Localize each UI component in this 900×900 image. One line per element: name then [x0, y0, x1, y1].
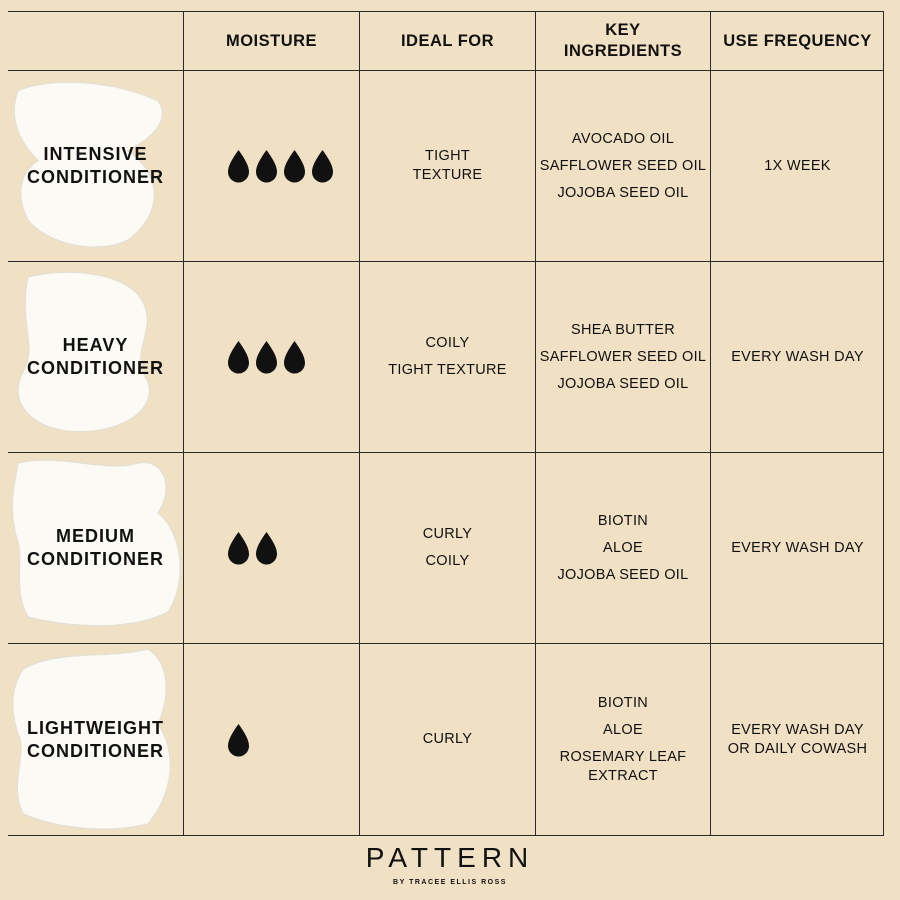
header-use-frequency: [710, 12, 884, 71]
ingredient-item: SAFFLOWER SEED OIL: [539, 348, 707, 365]
header-use-frequency-label: USE FREQUENCY: [723, 31, 872, 50]
use-frequency-list: [764, 157, 831, 176]
moisture-rating: [184, 722, 359, 758]
ideal-for-item: CURLY: [422, 731, 473, 747]
moisture-rating: [184, 339, 359, 375]
product-name-cell: [8, 262, 183, 453]
use-frequency-cell: [710, 71, 884, 262]
ideal-for-cell: [359, 453, 535, 644]
use-frequency-list: [731, 539, 864, 558]
moisture-rating: [184, 530, 359, 566]
ingredient-item: ROSEMARY LEAF EXTRACT: [559, 748, 687, 784]
water-drop-icon: [254, 148, 279, 184]
product-name-line: CONDITIONER: [27, 167, 164, 187]
conditioner-comparison-table: [8, 11, 884, 835]
ideal-for-item: TIGHT: [425, 148, 470, 164]
use-frequency-text: OR DAILY COWASH: [727, 740, 868, 757]
product-name-line: HEAVY: [62, 335, 129, 355]
ideal-for-item: COILY: [425, 335, 470, 351]
ingredients-cell: [535, 71, 710, 262]
ingredients-list: [540, 130, 707, 203]
water-drop-icon: [282, 339, 307, 375]
ideal-for-item: TIGHT TEXTURE: [388, 362, 507, 378]
moisture-cell: [183, 453, 359, 644]
ingredients-list: [557, 512, 688, 585]
header-key-ingredients-line-1: KEY: [605, 21, 641, 39]
ingredient-item: JOJOBA SEED OIL: [557, 184, 689, 201]
header-key-ingredients-line-2: INGREDIENTS: [563, 42, 683, 60]
brand-logo: PATTERN: [365, 842, 535, 873]
ingredient-item: SHEA BUTTER: [570, 321, 675, 338]
use-frequency-list: [728, 721, 868, 759]
water-drop-icon: [254, 530, 279, 566]
ingredients-cell: [535, 453, 710, 644]
water-drop-icon: [254, 339, 279, 375]
water-drop-icon: [226, 530, 251, 566]
use-frequency-list: [731, 348, 864, 367]
ideal-for-item: CURLY: [422, 526, 473, 542]
water-drop-icon: [226, 339, 251, 375]
use-frequency-text: EVERY WASH DAY: [731, 348, 864, 365]
use-frequency-text: EVERY WASH DAY: [731, 539, 864, 556]
header-ideal-for-label: IDEAL FOR: [400, 31, 495, 50]
use-frequency-text: 1X WEEK: [764, 157, 831, 174]
brand-tagline: BY TRACEE ELLIS ROSS: [393, 879, 507, 886]
moisture-cell: [183, 71, 359, 262]
use-frequency-cell: [710, 262, 884, 453]
ingredient-item: SAFFLOWER SEED OIL: [539, 157, 707, 174]
ingredient-item: JOJOBA SEED OIL: [557, 375, 689, 392]
product-name-cell: [8, 71, 183, 262]
moisture-rating: [184, 148, 359, 184]
ideal-for-cell: [359, 262, 535, 453]
corner-cell: [8, 12, 183, 71]
product-name: [27, 143, 164, 189]
product-name: [27, 525, 164, 571]
product-name-cell: [8, 644, 183, 836]
ingredient-item: AVOCADO OIL: [571, 130, 675, 147]
ingredients-cell: [535, 644, 710, 836]
ingredient-item: BIOTIN: [597, 694, 649, 711]
header-moisture: [183, 12, 359, 71]
header-key-ingredients: [535, 12, 710, 71]
ideal-for-item: TEXTURE: [412, 167, 483, 183]
ingredient-item: ALOE: [603, 539, 643, 556]
ingredients-list: [540, 321, 707, 394]
use-frequency-text: EVERY WASH DAY: [731, 721, 864, 738]
header-moisture-label: MOISTURE: [225, 31, 318, 50]
ingredients-cell: [535, 262, 710, 453]
product-name-line: INTENSIVE: [43, 144, 148, 164]
water-drop-icon: [282, 148, 307, 184]
product-name-line: CONDITIONER: [27, 358, 164, 378]
moisture-cell: [183, 644, 359, 836]
ideal-for-list: [423, 525, 473, 571]
ideal-for-list: [423, 730, 473, 749]
water-drop-icon: [310, 148, 335, 184]
ideal-for-list: [388, 334, 507, 380]
use-frequency-cell: [710, 644, 884, 836]
use-frequency-cell: [710, 453, 884, 644]
ideal-for-item: COILY: [425, 553, 470, 569]
product-name: [27, 717, 164, 763]
ideal-for-cell: [359, 71, 535, 262]
product-name-line: CONDITIONER: [27, 740, 164, 761]
moisture-cell: [183, 262, 359, 453]
water-drop-icon: [226, 722, 251, 758]
product-name-cell: [8, 453, 183, 644]
ingredient-item: JOJOBA SEED OIL: [557, 566, 689, 583]
ideal-for-list: [413, 147, 483, 185]
product-name-line: MEDIUM: [56, 526, 135, 546]
ingredient-item: BIOTIN: [597, 512, 649, 529]
product-name-line: LIGHTWEIGHT: [27, 717, 164, 738]
water-drop-icon: [226, 148, 251, 184]
header-ideal-for: [359, 12, 535, 71]
product-name-line: CONDITIONER: [27, 549, 164, 569]
ingredient-item: ALOE: [603, 721, 643, 738]
ideal-for-cell: [359, 644, 535, 836]
ingredients-list: [560, 694, 687, 786]
product-name: [27, 334, 164, 380]
